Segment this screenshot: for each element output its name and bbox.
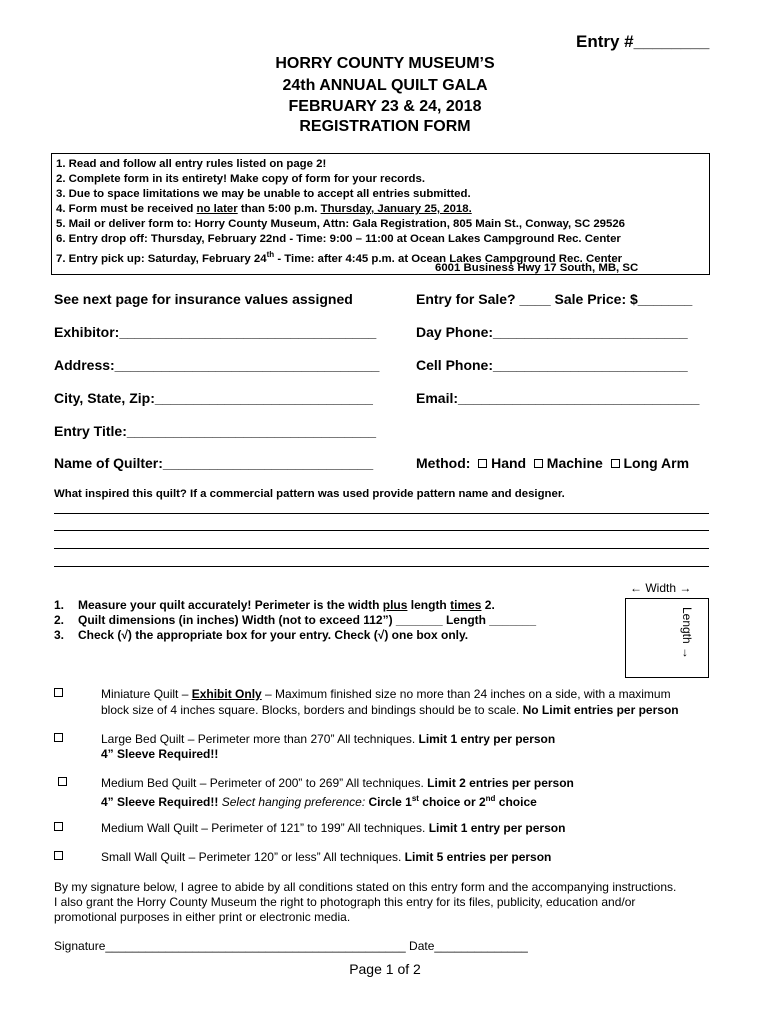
- method-label: Method:: [416, 455, 471, 471]
- rule-4: 4. Form must be received no later than 5:00 p.m. Thursday, January 25, 2018.: [56, 203, 472, 215]
- address-field[interactable]: Address:__________________________________: [54, 357, 380, 373]
- hand-checkbox[interactable]: [478, 459, 487, 468]
- long-arm-checkbox[interactable]: [611, 459, 620, 468]
- measure-step-2[interactable]: Quilt dimensions (in inches) Width (not to exceed 112”) _______ Length _______: [78, 613, 537, 627]
- measure-number-1: 1.: [54, 598, 65, 612]
- miniature-description: Miniature Quilt – Exhibit Only – Maximum finished size no more than 24 inches on a side, with a maximum: [101, 687, 671, 701]
- entry-number-field[interactable]: Entry #________: [576, 32, 710, 51]
- museum-title: HORRY COUNTY MUSEUM’S: [275, 55, 495, 72]
- sale-field[interactable]: Entry for Sale? ____ Sale Price: $_______: [416, 291, 693, 307]
- inspiration-line[interactable]: [54, 548, 709, 549]
- quilt-dimension-diagram: [625, 598, 709, 678]
- day-phone-field[interactable]: Day Phone:_________________________: [416, 324, 688, 340]
- medium-bed-sleeve-note: 4” Sleeve Required!! Select hanging preference: Circle 1st choice or 2nd choice: [101, 794, 537, 809]
- email-field[interactable]: Email:_______________________________: [416, 390, 700, 406]
- machine-checkbox[interactable]: [534, 459, 543, 468]
- miniature-checkbox[interactable]: [54, 688, 63, 697]
- entry-title-field[interactable]: Entry Title:________________________________: [54, 423, 377, 439]
- city-state-zip-field[interactable]: City, State, Zip:____________________________: [54, 390, 373, 406]
- measure-number-3: 3.: [54, 628, 65, 642]
- machine-label: Machine: [546, 455, 603, 471]
- medium-wall-checkbox[interactable]: [54, 822, 63, 831]
- method-group: [416, 455, 689, 471]
- category-medium-wall: [54, 820, 714, 838]
- rule-7: 7. Entry pick up: Saturday, February 24th - Time: after 4:45 p.m. at Ocean Lakes Campground Rec. Center: [56, 250, 623, 265]
- large-bed-checkbox[interactable]: [54, 733, 63, 742]
- rule-1: 1. Read and follow all entry rules listed on page 2!: [56, 158, 327, 170]
- hand-label: Hand: [491, 455, 527, 471]
- miniature-description-2: block size of 4 inches square. Blocks, borders and bindings should be to scale. No Limit entries per person: [101, 703, 679, 717]
- exhibitor-field[interactable]: Exhibitor:_________________________________: [54, 324, 377, 340]
- rule-6: 6. Entry drop off: Thursday, February 22nd - Time: 9:00 – 11:00 at Ocean Lakes Campground Rec. Center: [56, 233, 621, 245]
- inspiration-question: What inspired this quilt? If a commercial pattern was used provide pattern name and designer.: [54, 488, 565, 500]
- inspiration-line[interactable]: [54, 513, 709, 514]
- category-medium-bed: [58, 775, 718, 809]
- page-number: Page 1 of 2: [349, 961, 421, 977]
- rule-3: 3. Due to space limitations we may be unable to accept all entries submitted.: [56, 188, 471, 200]
- rule-7-address: 6001 Business Hwy 17 South, MB, SC: [435, 262, 639, 274]
- medium-bed-checkbox[interactable]: [58, 777, 67, 786]
- medium-wall-description: Medium Wall Quilt – Perimeter of 121” to 199” All techniques. Limit 1 entry per person: [101, 821, 566, 835]
- category-small-wall: [54, 849, 714, 867]
- small-wall-description: Small Wall Quilt – Perimeter 120” or less” All techniques. Limit 5 entries per person: [101, 850, 552, 864]
- large-bed-sleeve-note: 4” Sleeve Required!!: [101, 747, 219, 761]
- rules-box: [51, 153, 710, 275]
- rule-5: 5. Mail or deliver form to: Horry County Museum, Attn: Gala Registration, 805 Main St., Conway, SC 29526: [56, 218, 626, 230]
- agreement-line-2: I also grant the Horry County Museum the right to photograph this entry for its files, publicity, education and/or: [54, 895, 636, 909]
- signature-date-line[interactable]: Signature_____________________________________________ Date______________: [54, 939, 528, 953]
- agreement-line-3: promotional purposes in either print or electronic media.: [54, 910, 351, 924]
- insurance-note: See next page for insurance values assigned: [54, 291, 353, 307]
- agreement-line-1: By my signature below, I agree to abide by all conditions stated on this entry form and the accompanying instructions.: [54, 880, 677, 894]
- cell-phone-field[interactable]: Cell Phone:_________________________: [416, 357, 688, 373]
- measure-step-3: Check (√) the appropriate box for your entry. Check (√) one box only.: [78, 628, 469, 642]
- form-title: REGISTRATION FORM: [299, 118, 471, 135]
- length-label: Length →: [680, 606, 694, 660]
- width-label: ← Width →: [630, 581, 692, 595]
- measure-number-2: 2.: [54, 613, 65, 627]
- large-bed-description: Large Bed Quilt – Perimeter more than 270” All techniques. Limit 1 entry per person: [101, 732, 556, 746]
- inspiration-line[interactable]: [54, 566, 709, 567]
- medium-bed-description: Medium Bed Quilt – Perimeter of 200” to 269” All techniques. Limit 2 entries per person: [101, 776, 574, 790]
- gala-title: 24th ANNUAL QUILT GALA: [282, 77, 488, 94]
- small-wall-checkbox[interactable]: [54, 851, 63, 860]
- category-miniature: [54, 686, 714, 720]
- rule-2: 2. Complete form in its entirety! Make copy of form for your records.: [56, 173, 425, 185]
- measure-step-1: Measure your quilt accurately! Perimeter is the width plus length times 2.: [78, 598, 495, 612]
- event-date: FEBRUARY 23 & 24, 2018: [288, 98, 482, 115]
- inspiration-line[interactable]: [54, 530, 709, 531]
- measure-instructions: [54, 598, 614, 646]
- category-large-bed: [54, 731, 714, 765]
- quilter-name-field[interactable]: Name of Quilter:___________________________: [54, 455, 374, 471]
- long-arm-label: Long Arm: [623, 455, 690, 471]
